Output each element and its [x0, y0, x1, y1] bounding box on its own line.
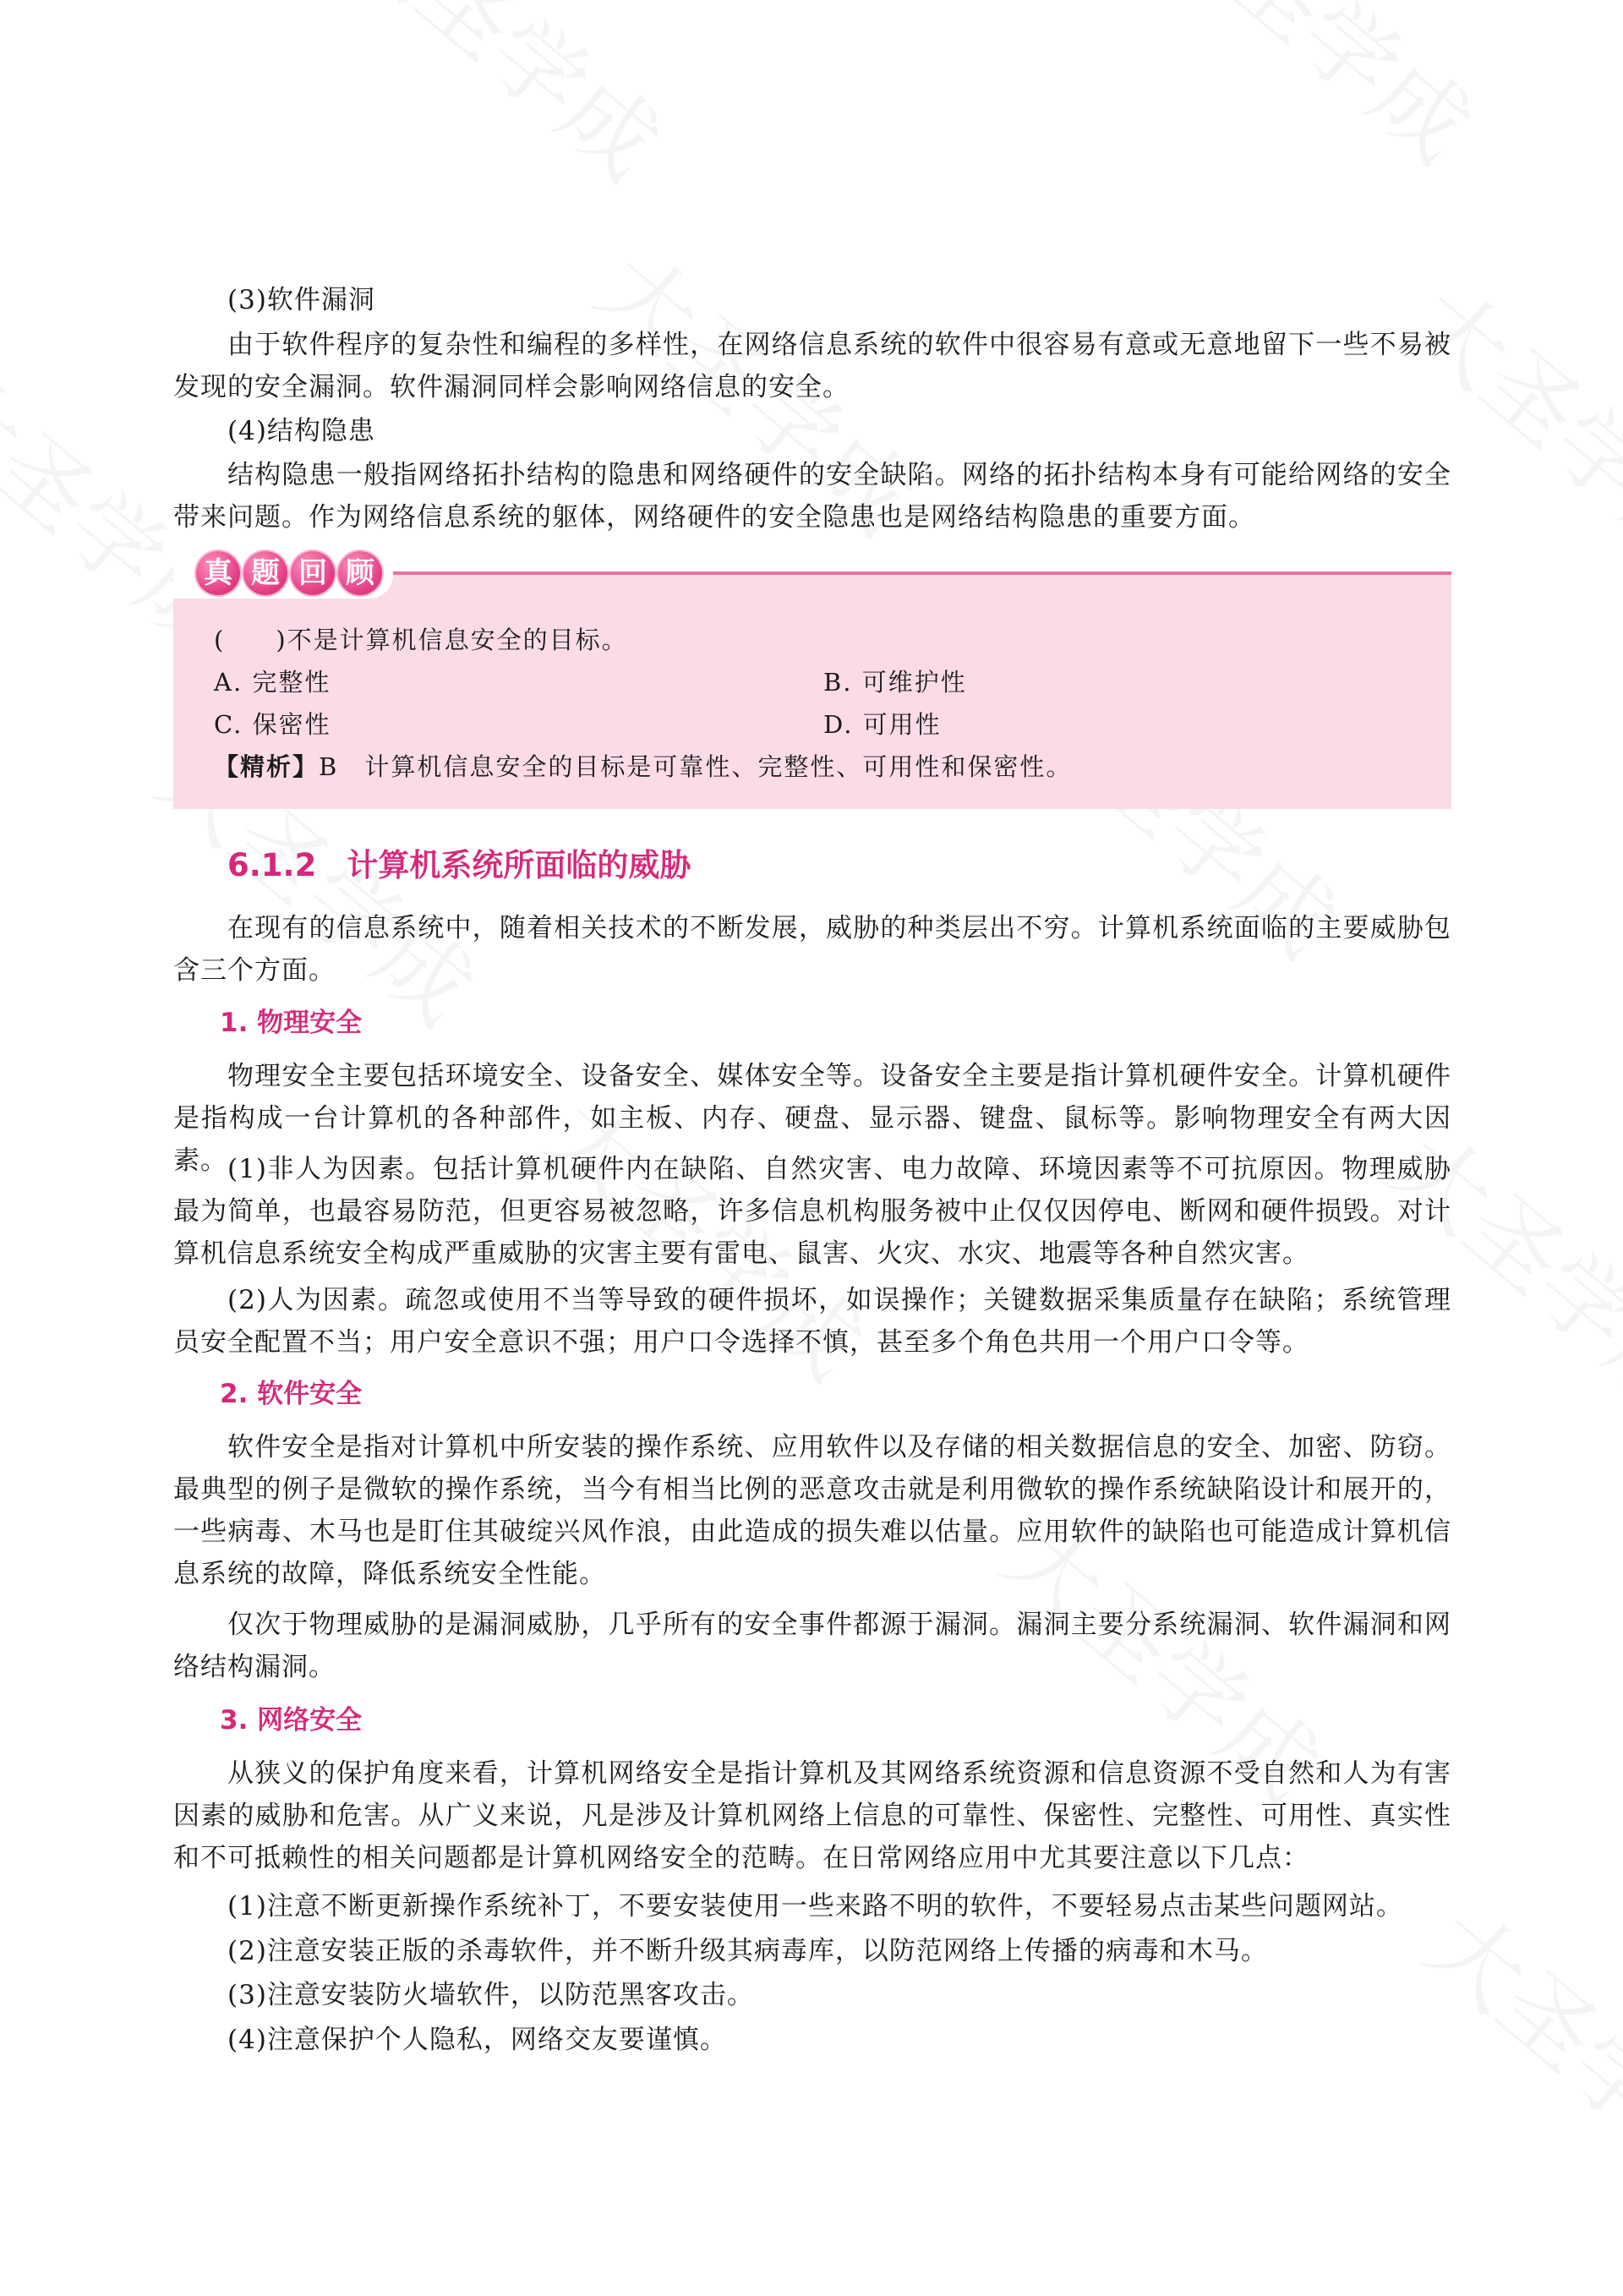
paragraph: 由于软件程序的复杂性和编程的多样性，在网络信息系统的软件中很容易有意或无意地留下一些不易被发现的安全漏洞。软件漏洞同样会影响网络信息的安全。	[173, 330, 1451, 402]
subsection-heading: 3. 网络安全	[220, 1705, 363, 1736]
paragraph: 在现有的信息系统中，随着相关技术的不断发展，威胁的种类层出不穷。计算机系统面临的主要威胁包含三个方面。	[173, 913, 1451, 986]
review-option-a: A. 完整性	[214, 668, 331, 697]
paragraph: 软件安全是指对计算机中所安装的操作系统、应用软件以及存储的相关数据信息的安全、加密、防窃。最典型的例子是微软的操作系统，当今有相当比例的恶意攻击就是利用微软的操作系统缺陷设计和展开的，一些病毒、木马也是盯住其破绽兴风作浪，由此造成的损失难以估量。应用软件的缺陷也可能造成计算机信息系统的故障，降低系统安全性能。	[173, 1432, 1451, 1589]
review-question-text: )不是计算机信息安全的目标。	[276, 626, 628, 654]
paragraph: 物理安全主要包括环境安全、设备安全、媒体安全等。设备安全主要是指计算机硬件安全。计算机硬件是指构成一台计算机的各种部件，如主板、内存、硬盘、显示器、键盘、鼠标等。影响物理安全有两大因素。	[173, 1061, 1451, 1176]
paragraph: 从狭义的保护角度来看，计算机网络安全是指计算机及其网络系统资源和信息资源不受自然和人为有害因素的威胁和危害。从广义来说，凡是涉及计算机网络上信息的可靠性、保密性、完整性、可用性、真实性和不可抵赖性的相关问题都是计算机网络安全的范畴。在日常网络应用中尤其要注意以下几点：	[173, 1758, 1451, 1873]
paragraph: 结构隐患一般指网络拓扑结构的隐患和网络硬件的安全缺陷。网络的拓扑结构本身有可能给网络的安全带来问题。作为网络信息系统的躯体，网络硬件的安全隐患也是网络结构隐患的重要方面。	[173, 460, 1451, 533]
review-option-d: D. 可用性	[823, 710, 942, 739]
review-badge: 回	[291, 551, 335, 595]
review-question	[214, 621, 628, 659]
paragraph: (2)人为因素。疏忽或使用不当等导致的硬件损坏，如误操作；关键数据采集质量存在缺陷；系统管理员安全配置不当；用户安全意识不强；用户口令选择不慎，甚至多个角色共用一个用户口令等。	[173, 1285, 1451, 1358]
subsection-heading: 1. 物理安全	[220, 1008, 363, 1038]
section-number: 6.1.2	[227, 847, 317, 883]
watermark	[1387, 251, 1623, 593]
review-badge: 真	[196, 551, 240, 595]
list-item: (2)注意安装正版的杀毒软件，并不断升级其病毒库，以防范网络上传播的病毒和木马。	[227, 1936, 1268, 1966]
answer-text: B 计算机信息安全的目标是可靠性、完整性、可用性和保密性。	[319, 752, 1073, 781]
list-item: (1)注意不断更新操作系统补丁，不要安装使用一些来路不明的软件，不要轻易点击某些问题网站。	[227, 1891, 1403, 1922]
watermark	[322, 0, 693, 204]
subsection-heading: (3)软件漏洞	[227, 285, 375, 315]
subsection-heading: 2. 软件安全	[220, 1379, 363, 1409]
section-heading	[227, 840, 691, 891]
paragraph: (1)非人为因素。包括计算机硬件内在缺陷、自然灾害、电力故障、环境因素等不可抗原因。物理威胁最为简单，也最容易防范，但更容易被忽略，许多信息机构服务被中止仅仅因停电、断网和硬件损毁。对计算机信息系统安全构成严重威胁的灾害主要有雷电、鼠害、火灾、水灾、地震等各种自然灾害。	[173, 1154, 1451, 1269]
review-option-b: B. 可维护性	[823, 668, 967, 697]
section-title: 计算机系统所面临的威胁	[347, 847, 691, 883]
paragraph: 仅次于物理威胁的是漏洞威胁，几乎所有的安全事件都源于漏洞。漏洞主要分系统漏洞、软件漏洞和网络结构漏洞。	[173, 1610, 1451, 1682]
review-option-c: C. 保密性	[214, 710, 331, 739]
subsection-heading: (4)结构隐患	[227, 416, 375, 446]
list-item: (4)注意保护个人隐私，网络交友要谨慎。	[227, 2025, 727, 2055]
review-badge: 题	[243, 551, 287, 595]
answer-tag: 【精析】	[214, 752, 320, 781]
review-answer	[214, 748, 1072, 785]
list-item: (3)注意安装防火墙软件，以防范黑客攻击。	[227, 1980, 754, 2010]
review-badge-group	[196, 551, 382, 595]
review-question-open: (	[214, 626, 226, 654]
review-badge: 顾	[338, 551, 382, 595]
watermark	[1134, 0, 1505, 187]
